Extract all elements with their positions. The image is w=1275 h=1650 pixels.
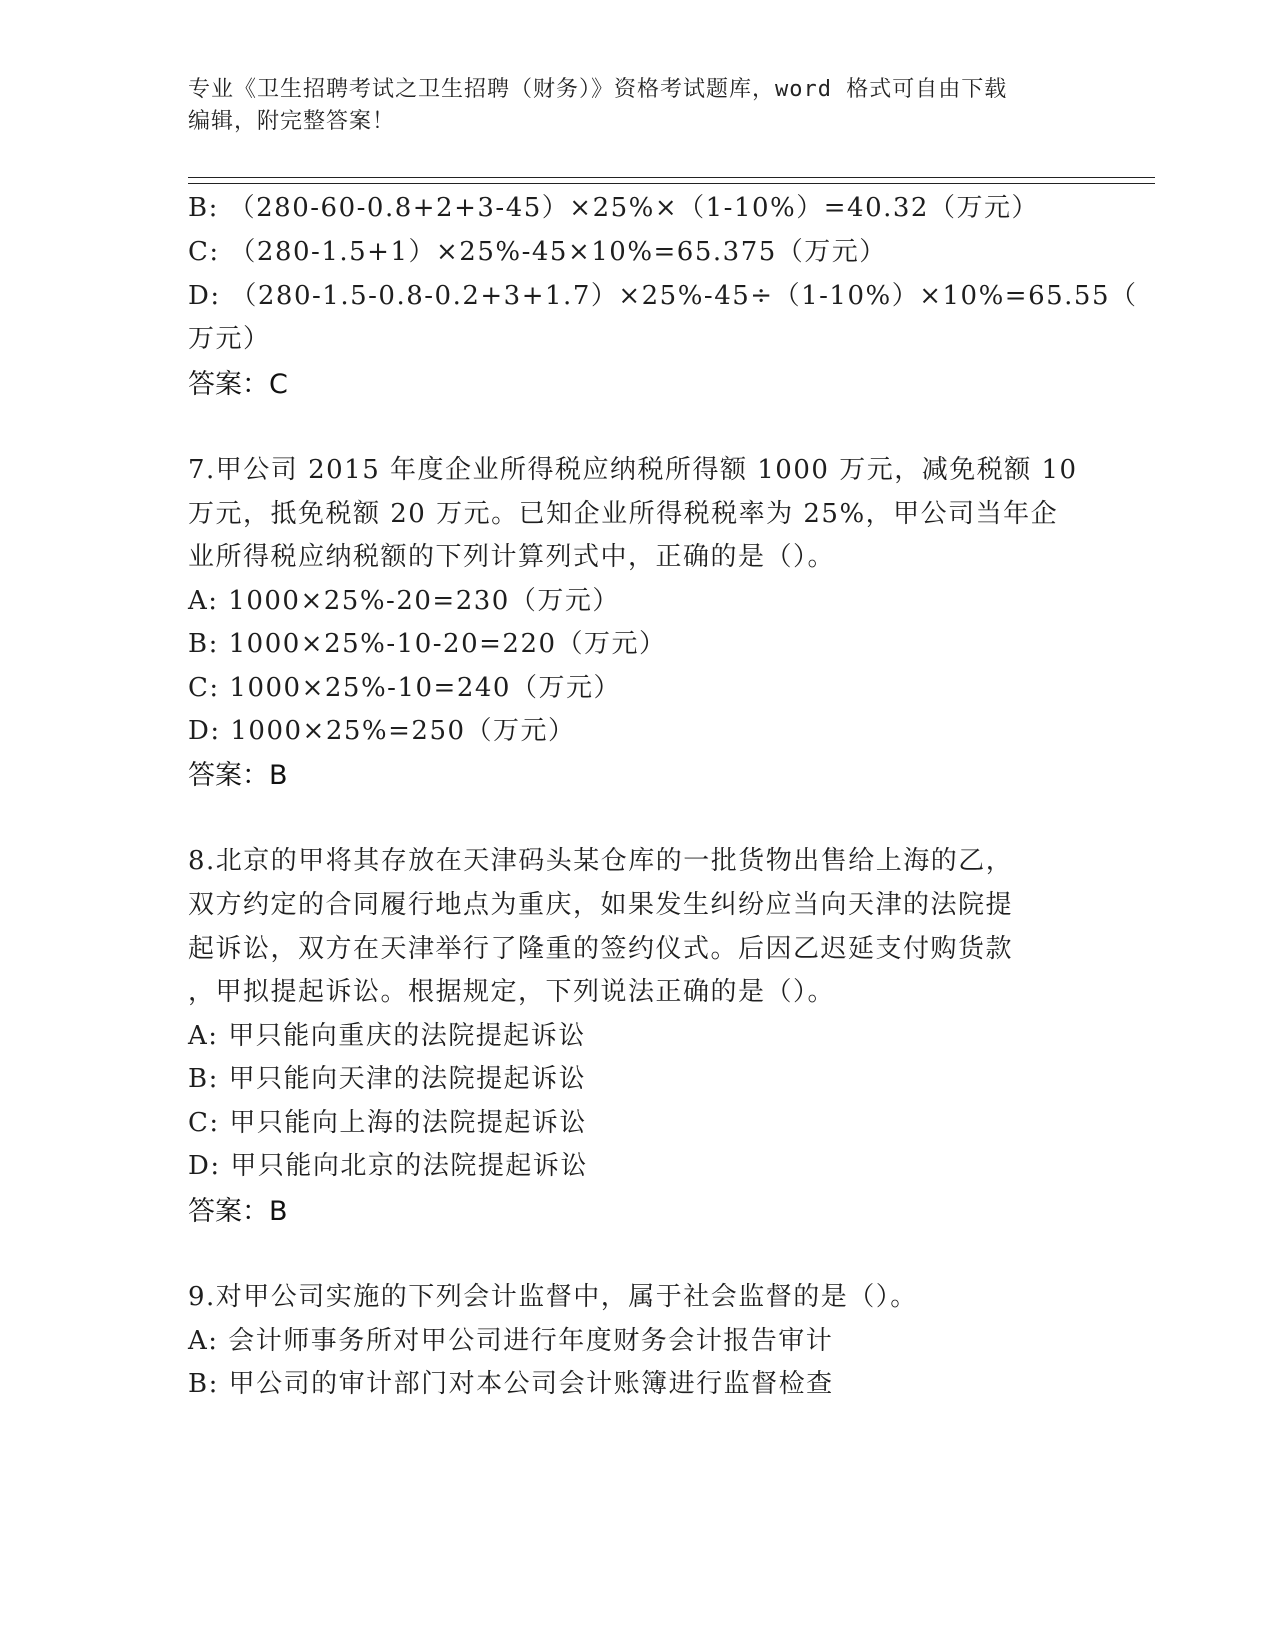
header-rule-top bbox=[188, 177, 1155, 178]
q6-option-d-line-1: D: （280-1.5-0.8-0.2+3+1.7）×25%-45÷（1-10%）×10%=65.55（ bbox=[188, 281, 1138, 311]
q6-option-d-line-2: 万元） bbox=[188, 324, 271, 354]
q6-option-c: C: （280-1.5+1）×25%-45×10%=65.375（万元） bbox=[188, 237, 887, 267]
q8-option-b: B: 甲只能向天津的法院提起诉讼 bbox=[188, 1064, 587, 1094]
page-header bbox=[188, 74, 1068, 138]
q9-option-b: B: 甲公司的审计部门对本公司会计账簿进行监督检查 bbox=[188, 1369, 834, 1399]
q8-stem-line-1: 8.北京的甲将其存放在天津码头某仓库的一批货物出售给上海的乙， bbox=[188, 846, 1014, 876]
q7-stem-line-1: 7.甲公司 2015 年度企业所得税应纳税所得额 1000 万元，减免税额 10 bbox=[188, 455, 1078, 485]
q7-stem-line-2: 万元，抵免税额 20 万元。已知企业所得税税率为 25%，甲公司当年企 bbox=[188, 499, 1059, 529]
q6-option-b: B: （280-60-0.8+2+3-45）×25%×（1-10%）=40.32（万元） bbox=[188, 193, 1039, 223]
q7-answer: 答案：B bbox=[188, 760, 288, 791]
header-line-1: 专业《卫生招聘考试之卫生招聘（财务）》资格考试题库，word 格式可自由下载 bbox=[188, 77, 1008, 102]
q7-option-b: B: 1000×25%-10-20=220（万元） bbox=[188, 629, 667, 659]
q6-answer: 答案：C bbox=[188, 369, 288, 400]
q9-stem-line-1: 9.对甲公司实施的下列会计监督中，属于社会监督的是（）。 bbox=[188, 1282, 918, 1312]
q9-option-a: A: 会计师事务所对甲公司进行年度财务会计报告审计 bbox=[188, 1326, 834, 1356]
q8-option-a: A: 甲只能向重庆的法院提起诉讼 bbox=[188, 1021, 586, 1051]
q8-stem-line-2: 双方约定的合同履行地点为重庆，如果发生纠纷应当向天津的法院提 bbox=[188, 890, 1014, 920]
q7-stem-line-3: 业所得税应纳税额的下列计算列式中，正确的是（）。 bbox=[188, 542, 836, 572]
q8-stem-line-4: ，甲拟提起诉讼。根据规定，下列说法正确的是（）。 bbox=[188, 977, 836, 1007]
q8-answer: 答案：B bbox=[188, 1196, 288, 1227]
header-rule-bottom bbox=[188, 183, 1155, 184]
q8-stem-line-3: 起诉讼，双方在天津举行了隆重的签约仪式。后因乙迟延支付购货款 bbox=[188, 934, 1014, 964]
q7-option-c: C: 1000×25%-10=240（万元） bbox=[188, 673, 621, 703]
q8-option-c: C: 甲只能向上海的法院提起诉讼 bbox=[188, 1108, 587, 1138]
header-line-2: 编辑，附完整答案！ bbox=[188, 109, 396, 134]
q7-option-a: A: 1000×25%-20=230（万元） bbox=[188, 586, 620, 616]
q8-option-d: D: 甲只能向北京的法院提起诉讼 bbox=[188, 1151, 588, 1181]
q7-option-d: D: 1000×25%=250（万元） bbox=[188, 716, 576, 746]
